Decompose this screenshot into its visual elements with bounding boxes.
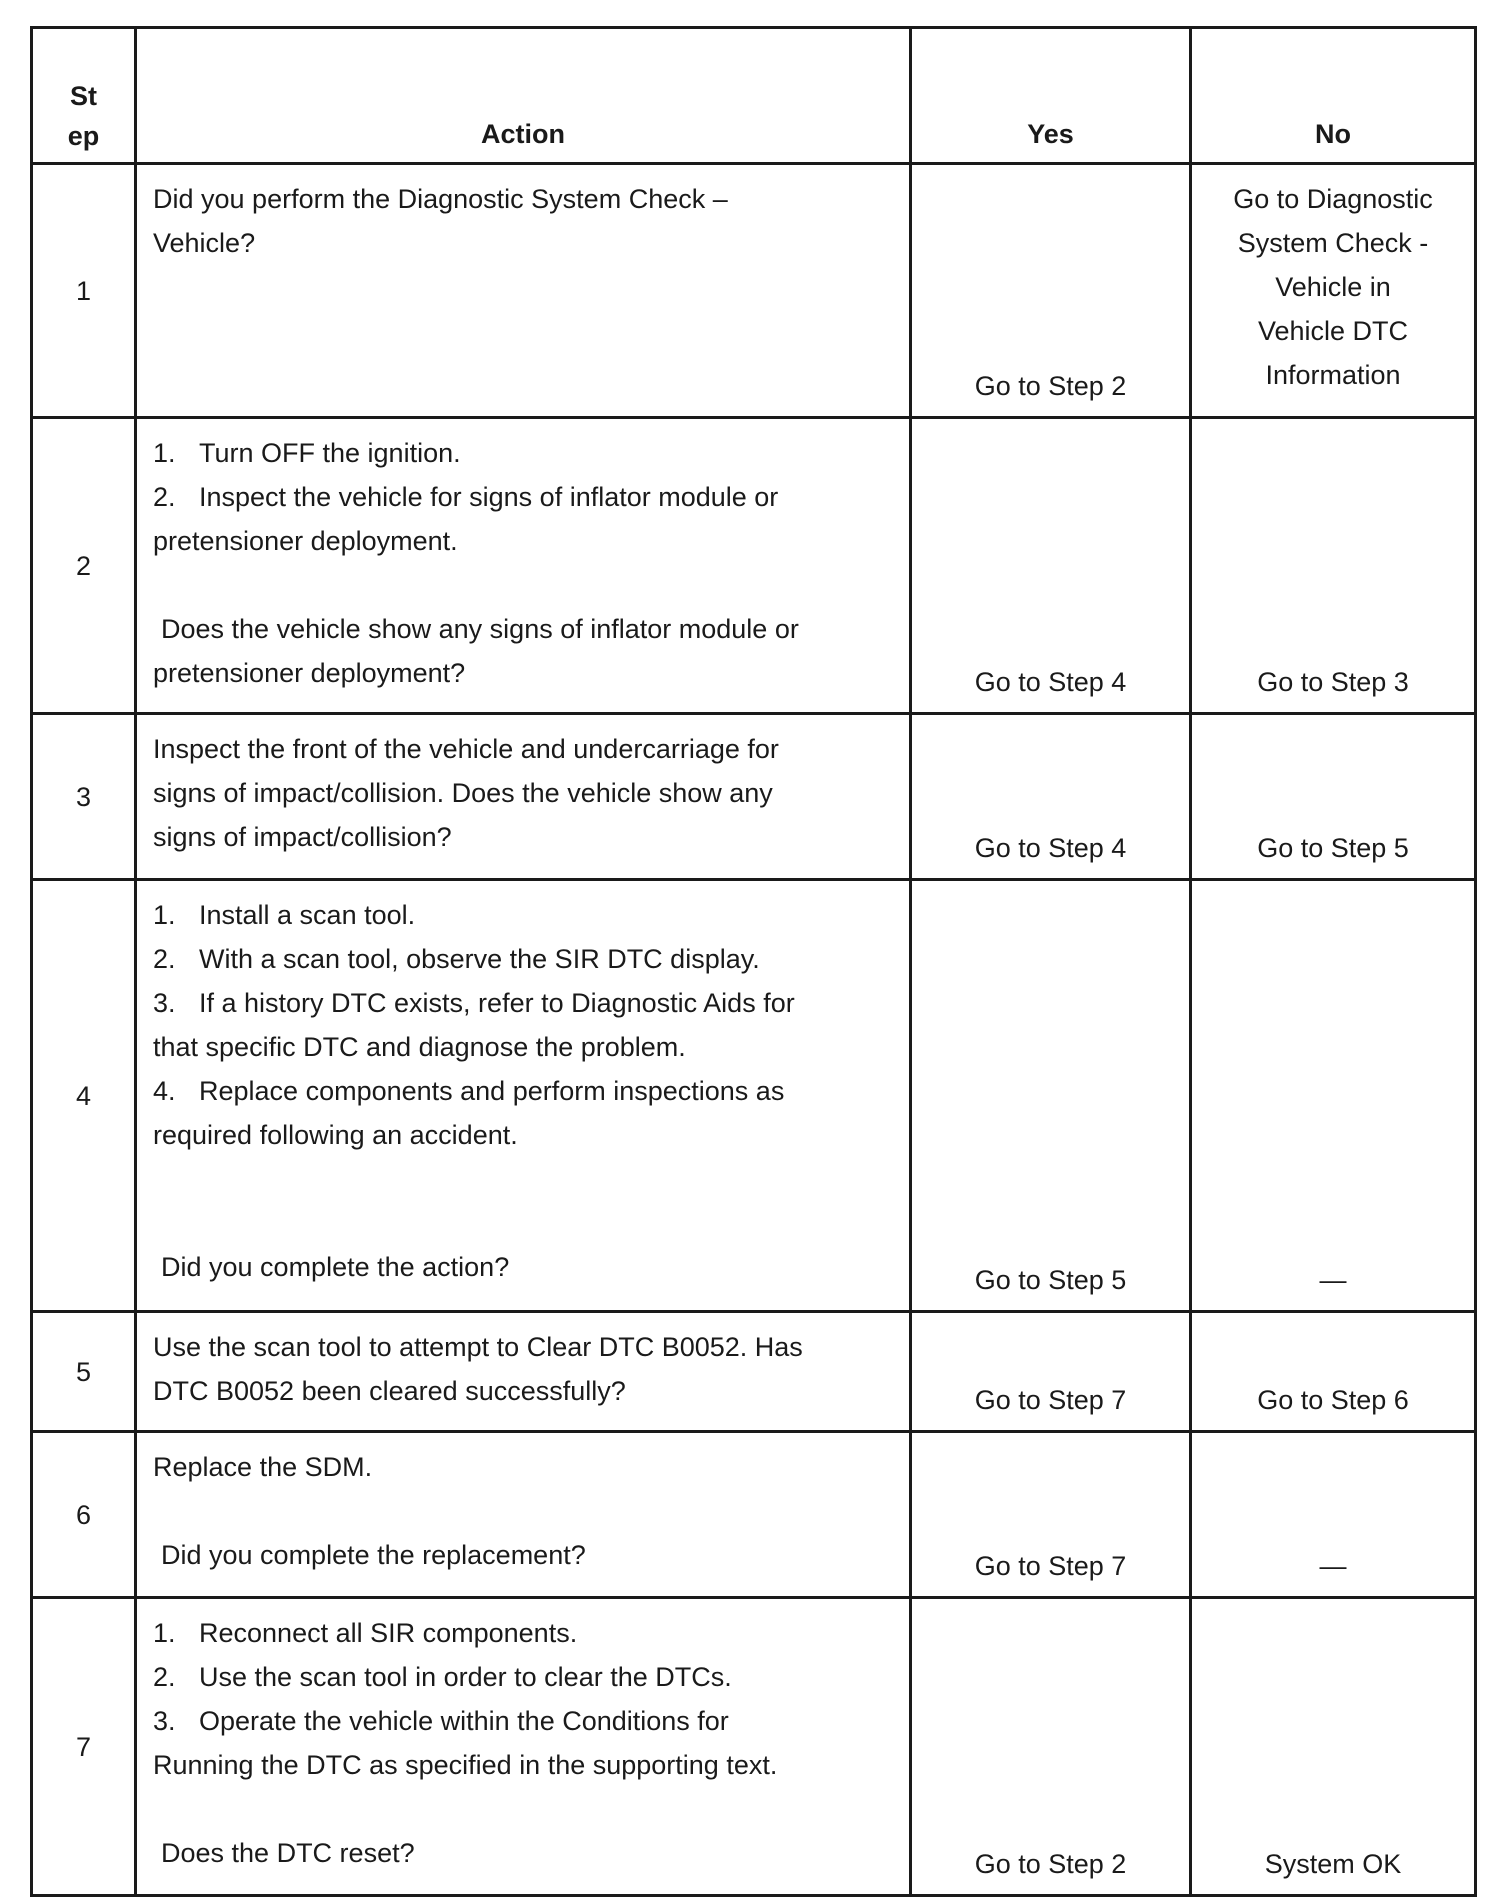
header-no: No [1191, 28, 1476, 164]
table-row [32, 1432, 1476, 1598]
table-row [32, 164, 1476, 418]
header-row [32, 28, 1476, 164]
action-cell: 1. Reconnect all SIR components. 2. Use the scan tool in order to clear the DTCs. 3. Operate the vehicle within the Conditions for Running the DTC as specified in the supporting text. Does the DTC reset? [136, 1598, 911, 1896]
yes-cell: Go to Step 7 [911, 1312, 1191, 1432]
yes-cell: Go to Step 2 [911, 1598, 1191, 1896]
no-cell: Go to Diagnostic System Check - Vehicle in Vehicle DTC Information [1191, 164, 1476, 418]
action-cell: Inspect the front of the vehicle and undercarriage for signs of impact/collision. Does the vehicle show any signs of impact/collision? [136, 714, 911, 880]
action-cell: 1. Install a scan tool. 2. With a scan tool, observe the SIR DTC display. 3. If a history DTC exists, refer to Diagnostic Aids for that specific DTC and diagnose the problem. 4. Replace components and perform inspections as required following an accident. Did you complete the action? [136, 880, 911, 1312]
table-row [32, 714, 1476, 880]
header-step: St ep [32, 28, 136, 164]
diagnostic-table [30, 26, 1477, 1897]
table-row [32, 880, 1476, 1312]
no-cell: Go to Step 6 [1191, 1312, 1476, 1432]
table-row [32, 418, 1476, 714]
yes-cell: Go to Step 7 [911, 1432, 1191, 1598]
no-cell: Go to Step 5 [1191, 714, 1476, 880]
step-number: 4 [32, 880, 136, 1312]
action-cell: 1. Turn OFF the ignition. 2. Inspect the vehicle for signs of inflator module or pretensioner deployment. Does the vehicle show any signs of inflator module or pretensioner deployment? [136, 418, 911, 714]
yes-cell: Go to Step 4 [911, 714, 1191, 880]
yes-cell: Go to Step 2 [911, 164, 1191, 418]
step-number: 5 [32, 1312, 136, 1432]
header-yes: Yes [911, 28, 1191, 164]
table-row [32, 1598, 1476, 1896]
header-action: Action [136, 28, 911, 164]
yes-cell: Go to Step 4 [911, 418, 1191, 714]
no-cell: — [1191, 1432, 1476, 1598]
no-cell: System OK [1191, 1598, 1476, 1896]
action-cell: Use the scan tool to attempt to Clear DTC B0052. Has DTC B0052 been cleared successfully? [136, 1312, 911, 1432]
no-cell: — [1191, 880, 1476, 1312]
table-row [32, 1312, 1476, 1432]
step-number: 7 [32, 1598, 136, 1896]
step-number: 1 [32, 164, 136, 418]
yes-cell: Go to Step 5 [911, 880, 1191, 1312]
step-number: 2 [32, 418, 136, 714]
action-cell: Replace the SDM. Did you complete the replacement? [136, 1432, 911, 1598]
no-cell: Go to Step 3 [1191, 418, 1476, 714]
step-number: 3 [32, 714, 136, 880]
action-cell: Did you perform the Diagnostic System Check – Vehicle? [136, 164, 911, 418]
step-number: 6 [32, 1432, 136, 1598]
